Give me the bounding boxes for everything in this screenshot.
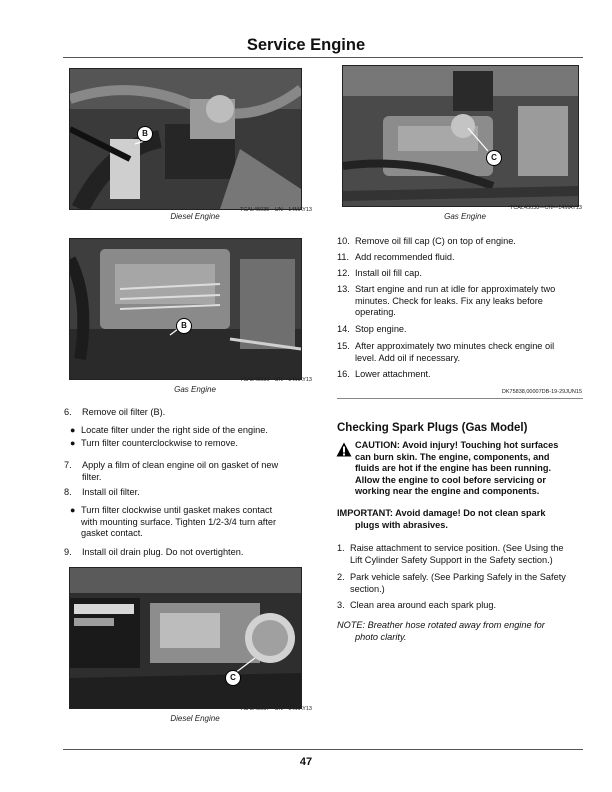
figure-caption: Diesel Engine [170, 212, 220, 221]
step-text: Install oil fill cap. [355, 268, 422, 278]
callout-c-label: C [225, 670, 241, 686]
step-text-line: section.) [350, 583, 385, 594]
bullet-text: Locate filter under the right side of the engine. [81, 425, 268, 435]
step-text-line: filter. [82, 471, 102, 482]
bullet-text-line: with mounting surface. Tighten 1/2-3/4 turn after [81, 516, 277, 527]
step-text: Remove oil filter (B). [82, 407, 166, 417]
step-number: 7. [64, 460, 72, 470]
warning-triangle-icon [336, 442, 352, 457]
step-number: 16. [337, 369, 350, 379]
figure-code: TCAL45036—UN—14MAY13 [239, 377, 312, 383]
page-number: 47 [299, 756, 313, 768]
section-heading: Checking Spark Plugs (Gas Model) [337, 422, 528, 434]
bullet-dot: ● [70, 425, 76, 435]
figure-code: TCAL45035—UN—14MAY13 [239, 207, 312, 213]
callout-c-label: C [486, 150, 502, 166]
step-text-line: level. Add oil if necessary. [355, 352, 461, 363]
gas-engine-photo-fill-cap [342, 65, 579, 207]
step-text: Stop engine. [355, 324, 407, 334]
bullet-text-line: Turn filter clockwise until gasket makes contact [81, 505, 273, 515]
step-text-line: operating. [355, 307, 396, 318]
important-line: IMPORTANT: Avoid damage! Do not clean spark [337, 508, 546, 518]
step-text-line: minutes. Check for leaks. Fix any leaks before [355, 295, 543, 306]
caution-line: Allow the engine to cool before servicing or [355, 474, 546, 485]
caution-line: working near the engine and components. [355, 486, 540, 497]
note-block [337, 620, 587, 643]
figure-caption: Gas Engine [444, 212, 486, 221]
step-number: 3. [337, 600, 345, 610]
bullet-dot: ● [70, 505, 76, 515]
step-number: 13. [337, 284, 350, 294]
step-text-line: After approximately two minutes check engine oil [355, 341, 555, 351]
callout-b-label: B [137, 126, 153, 142]
gas-engine-photo-filter [69, 238, 302, 380]
diesel-engine-photo-fill-cap [69, 567, 302, 709]
step-text-line: Apply a film of clean engine oil on gasket of new [82, 460, 279, 470]
caution-block [355, 440, 587, 498]
step-text: Lower attachment. [355, 369, 431, 379]
step-number: 6. [64, 407, 72, 417]
bullet-dot: ● [70, 438, 76, 448]
step-text-line: Park vehicle safely. (See Parking Safely in the Safety [350, 572, 566, 582]
step-number: 15. [337, 341, 350, 351]
page-title: Service Engine [246, 36, 366, 54]
step-text: Remove oil fill cap (C) on top of engine. [355, 236, 516, 246]
figure-code: TCAL45037—UN—14MAY13 [239, 706, 312, 712]
section-divider [337, 398, 583, 399]
figure-caption: Diesel Engine [170, 714, 220, 723]
step-number: 11. [337, 252, 350, 262]
bullet-text: Turn filter counterclockwise to remove. [81, 438, 238, 448]
step-text-line: Raise attachment to service position. (See Using the [350, 543, 564, 553]
step-number: 1. [337, 543, 345, 553]
note-line: NOTE: Breather hose rotated away from engine for [337, 620, 545, 630]
step-number: 2. [337, 572, 345, 582]
figure-code: TCAL45038—UN—14MAY13 [509, 205, 582, 211]
step-number: 8. [64, 487, 72, 497]
note-line: photo clarity. [355, 631, 407, 642]
callout-b-label: B [176, 318, 192, 334]
important-notice [337, 508, 587, 531]
document-code: DK75838,00007DB-19-29JUN15 [501, 389, 582, 395]
step-number: 14. [337, 324, 350, 334]
header-rule [63, 57, 583, 58]
step-text: Clean area around each spark plug. [350, 600, 497, 610]
step-text-line: Start engine and run at idle for approximately two [355, 284, 556, 294]
caution-line: can burn skin. The engine, components, and [355, 451, 550, 462]
step-number: 12. [337, 268, 350, 278]
figure-caption: Gas Engine [174, 385, 216, 394]
caution-line: fluids are hot if the engine has been running. [355, 463, 552, 474]
step-text: Install oil drain plug. Do not overtighten. [82, 547, 244, 557]
caution-line: CAUTION: Avoid injury! Touching hot surfaces [355, 440, 559, 450]
diesel-engine-photo-filter [69, 68, 302, 210]
step-text-line: Lift Cylinder Safety Support in the Safety section.) [350, 554, 553, 565]
important-line: plugs with abrasives. [355, 519, 448, 530]
step-text: Install oil filter. [82, 487, 140, 497]
step-number: 9. [64, 547, 72, 557]
step-number: 10. [337, 236, 350, 246]
bullet-text-line: gasket contact. [81, 528, 143, 539]
footer-rule [63, 749, 583, 750]
step-text: Add recommended fluid. [355, 252, 455, 262]
